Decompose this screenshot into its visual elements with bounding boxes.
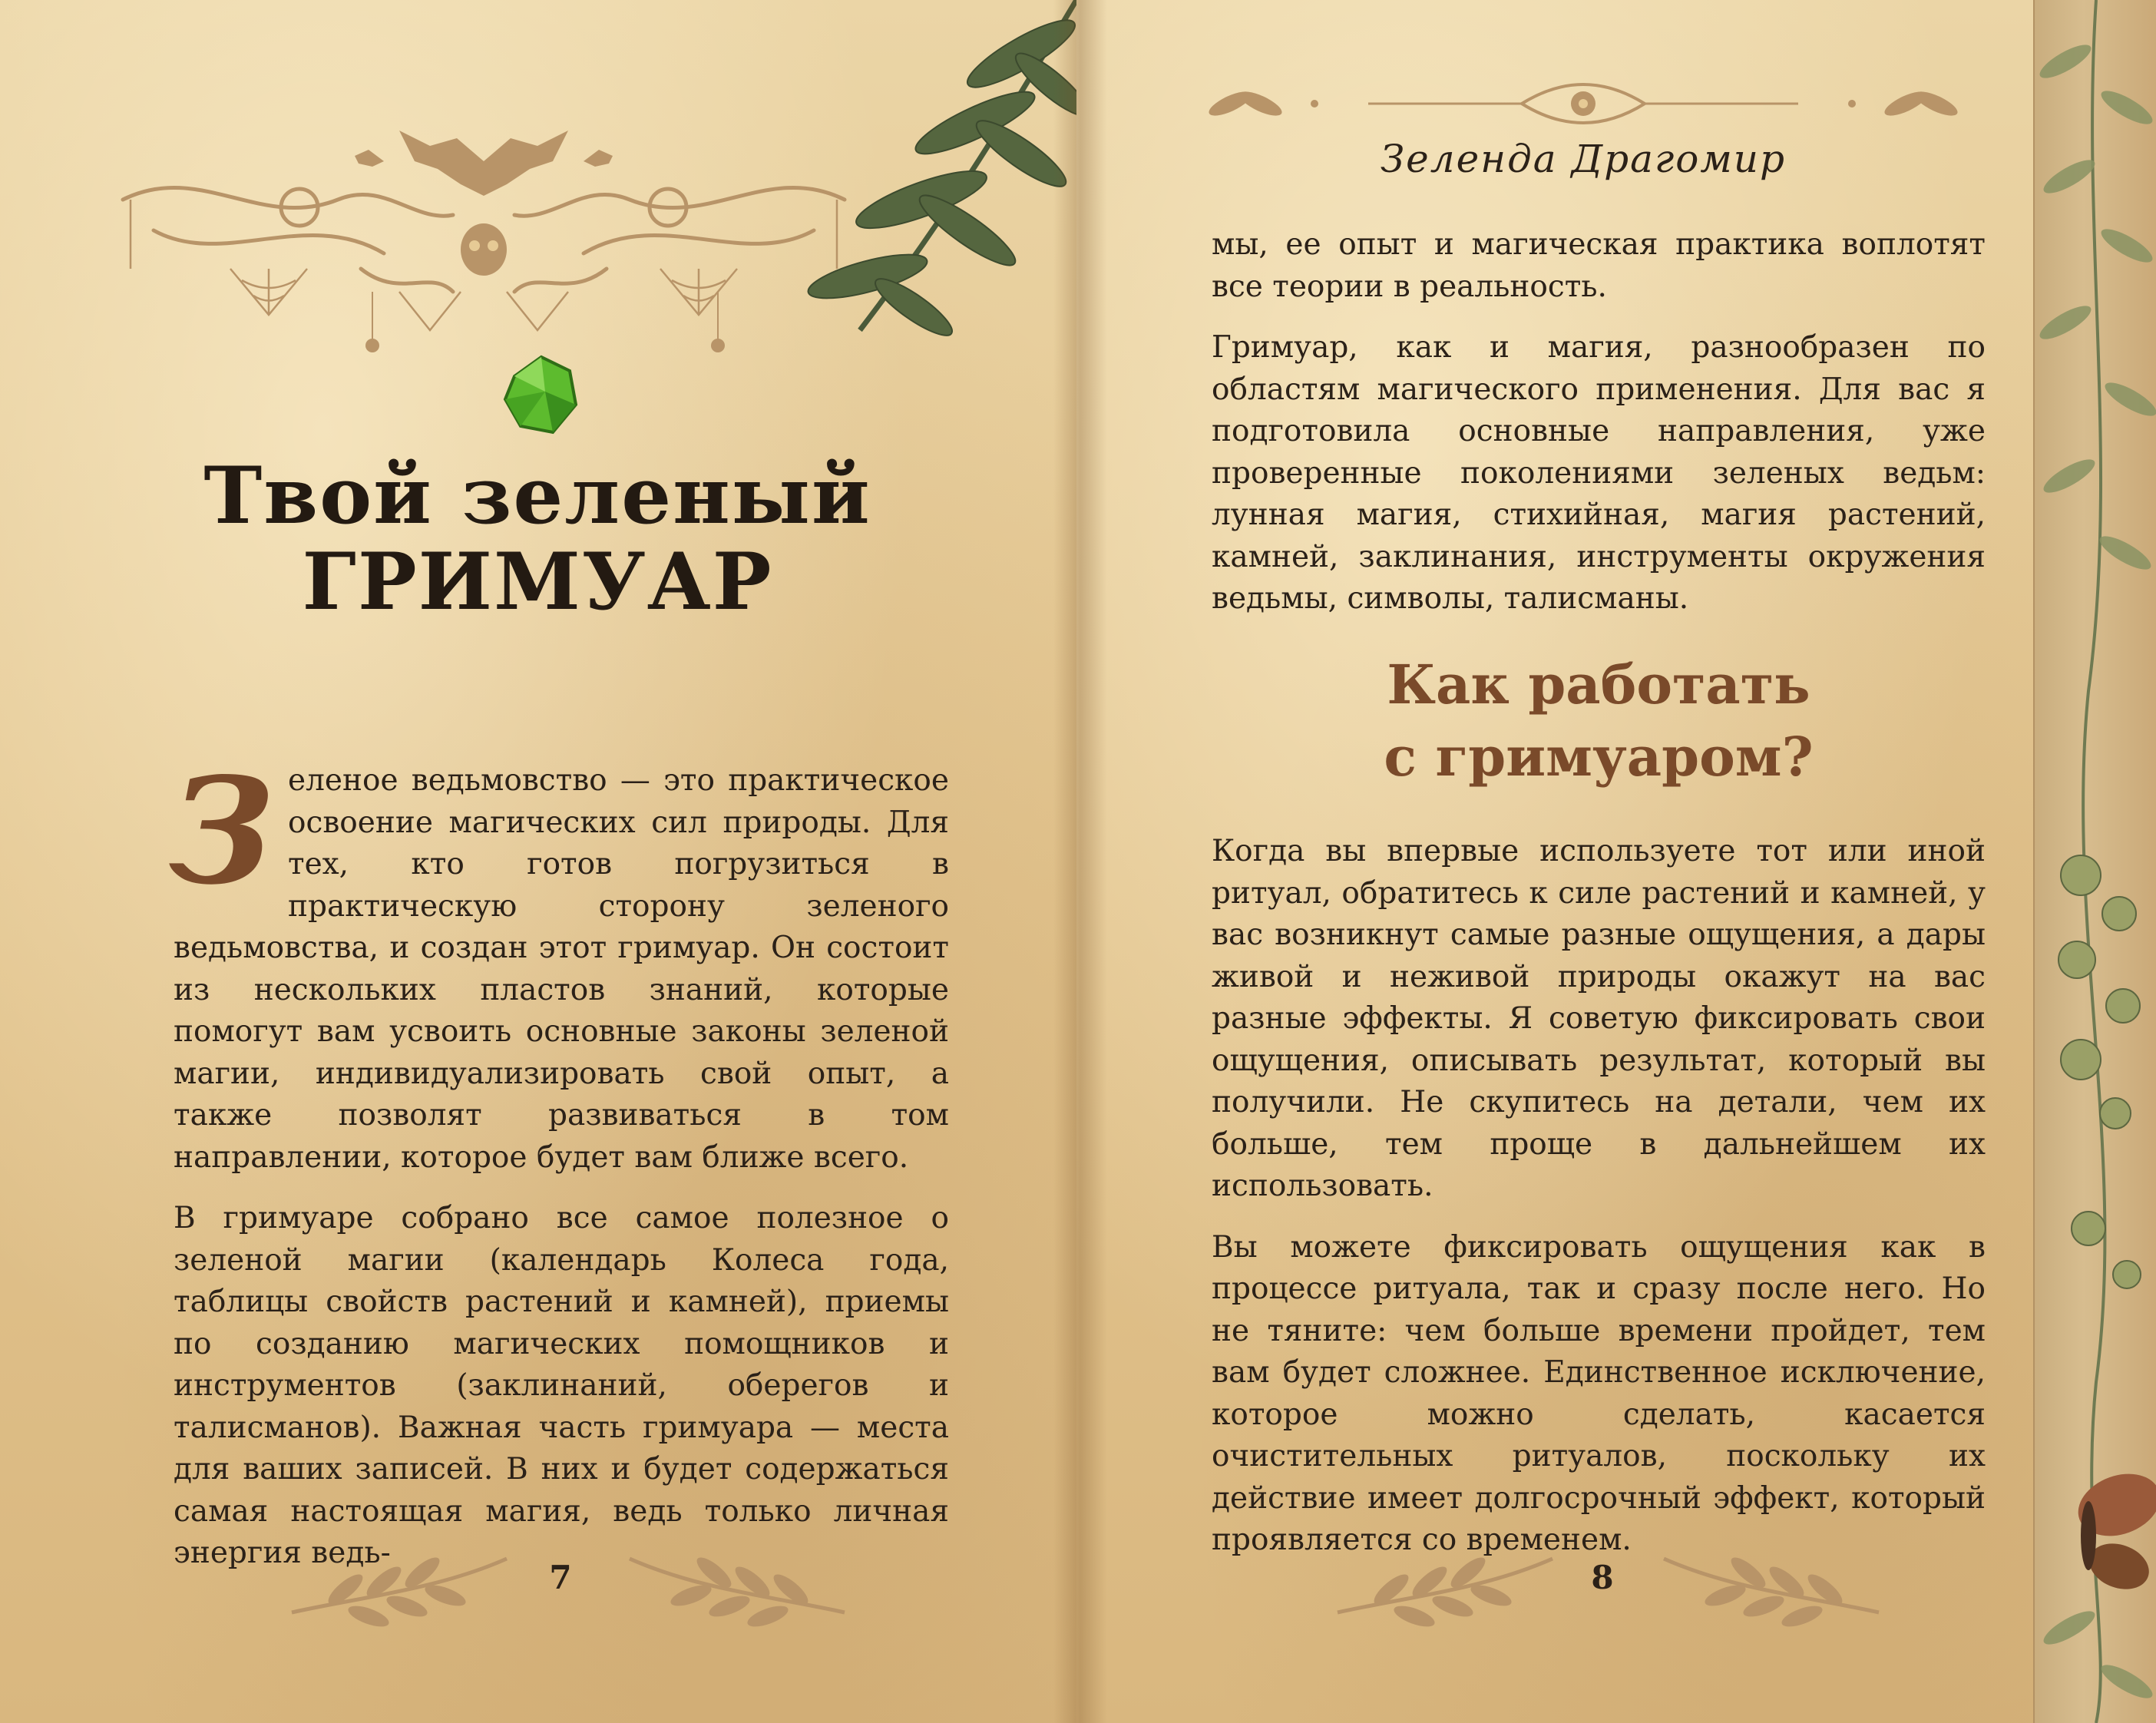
paragraph xyxy=(169,746,949,1179)
page-number-left: 7 xyxy=(549,1559,572,1596)
right-body-text-top xyxy=(1212,224,1986,640)
book-gutter xyxy=(1053,0,1107,1723)
laurel-ornament-left xyxy=(1330,1543,1560,1628)
paragraph: Когда вы впервые используете тот или иной ритуал, обратитесь к силе растений и камней, у вас возникнут самые разные ощущения, а дары живой и неживой природы окажут на вас разные эффекты. Я советую фиксировать свои ощущения, описывать результат, который вы получили. Не скупитесь на детали, чем их больше, тем проще в дальнейшем их использовать. xyxy=(1212,834,1986,1203)
paragraph: мы, ее опыт и магическая практика воплотят все теории в реальность. xyxy=(1212,227,1986,304)
bat-icon xyxy=(399,131,568,196)
paragraph: В гримуаре собрано все самое полезное о зеленой магии (календарь Колеса года, таблицы свойств растений и камней), приемы по созданию магических помощников и инструментов (заклинаний, оберегов и талисманов). Важная часть гримуара — места для ваших записей. В них и будет содержаться самая настоящая магия, ведь только личная энергия ведь- xyxy=(174,1201,949,1570)
chapter-title-line2: ГРИМУАР xyxy=(302,536,773,628)
fern-branch xyxy=(791,0,1076,338)
paragraph: Гримуар, как и магия, разнообразен по областям магического применения. Для вас я подготовила основные направления, уже проверенные поколениями зеленых ведьм: лунная магия, стихийная, магия растений, камней, заклинания, инструменты окружения ведьмы, символы, талисманы. xyxy=(1212,330,1986,616)
right-page xyxy=(1076,0,2156,1723)
chapter-title-line1: Твой зеленый xyxy=(203,450,871,542)
skull-icon xyxy=(461,223,507,276)
moth-icon xyxy=(2069,1463,2156,1597)
section-title-line2: с гримуаром? xyxy=(1384,725,1814,789)
laurel-ornament-right xyxy=(622,1543,852,1628)
botanical-illustration xyxy=(2035,0,2156,1723)
right-body-text-bottom xyxy=(1212,831,1986,1581)
left-body-text xyxy=(169,746,949,1594)
laurel-ornament-right xyxy=(1656,1543,1886,1628)
chapter-title xyxy=(154,450,921,628)
paragraph: Вы можете фиксировать ощущения как в процессе ритуала, так и сразу после него. Но не тяните: чем больше времени пройдет, тем вам будет сложнее. Единственное исключение, которое можно сделать, касается очистительных ритуалов, поскольку их действие имеет долгосрочный эффект, который проявляется со временем. xyxy=(1212,1229,1986,1557)
section-title xyxy=(1212,649,1986,793)
green-gem-icon xyxy=(499,349,584,441)
author-header: Зеленда Драгомир xyxy=(1381,137,1786,181)
laurel-ornament-left xyxy=(284,1543,514,1628)
eye-ornament xyxy=(1199,69,1967,138)
section-title-line1: Как работать xyxy=(1387,653,1810,716)
page-number-right: 8 xyxy=(1591,1559,1614,1596)
drop-cap: З xyxy=(169,746,275,917)
paragraph-text: еленое ведьмовство — это практическое освоение магических сил природы. Для тех, кто готов погрузиться в практическую сторону зеленого ведьмовства, и создан этот гримуар. Он состоит из нескольких пластов знаний, которые помогут вам усвоить основные законы зеленой магии, индивидуализировать свой опыт, а также позволят развиваться в том направлении, которое будет вам ближе всего. xyxy=(174,763,949,1175)
botanical-strip xyxy=(2033,0,2156,1723)
left-page xyxy=(0,0,1076,1723)
bat-cobweb-ornament xyxy=(107,115,860,376)
